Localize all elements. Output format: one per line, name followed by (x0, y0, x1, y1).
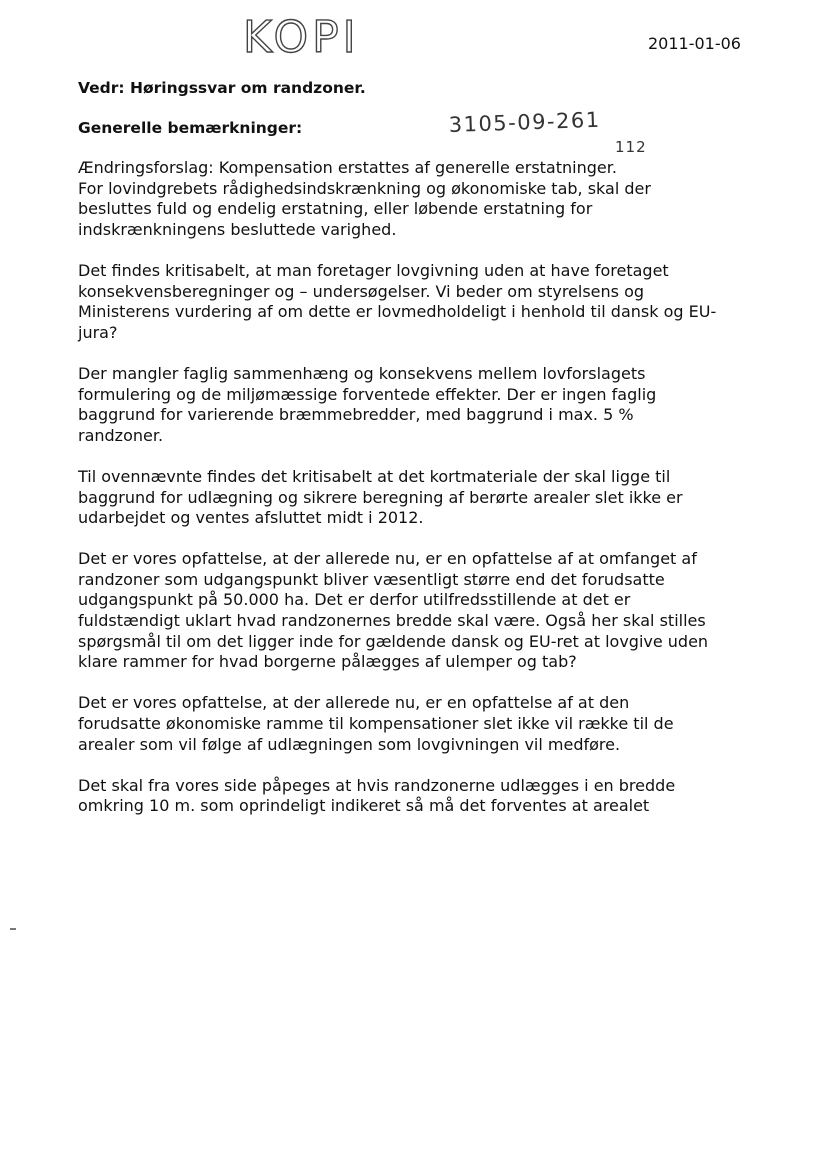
paragraph (78, 549, 768, 673)
paragraph-line: forudsatte økonomiske ramme til kompensationer slet ikke vil række til de (78, 714, 674, 734)
letter-date: 2011-01-06 (648, 34, 741, 53)
paragraph-line: jura? (78, 322, 118, 342)
scan-speck (10, 928, 16, 930)
paragraph-line: Det er vores opfattelse, at der allerede nu, er en opfattelse af at den (78, 693, 630, 713)
paragraph-line: indskrænkningens besluttede varighed. (78, 219, 397, 239)
paragraph-line: Det findes kritisabelt, at man foretager lovgivning uden at have foretaget (78, 260, 669, 280)
paragraph-line: arealer som vil følge af udlægningen som lovgivningen vil medføre. (78, 734, 621, 754)
paragraph-line: Det skal fra vores side påpeges at hvis randzonerne udlægges i en bredde (78, 775, 676, 795)
paragraph-line: fuldstændigt uklart hvad randzonernes bredde skal være. Også her skal stilles (78, 611, 706, 631)
paragraph-line: baggrund for udlægning og sikrere beregning af berørte arealer slet ikke er (78, 487, 683, 507)
paragraph (78, 261, 768, 343)
letter-body (78, 158, 768, 838)
paragraph-line: besluttes fuld og endelig erstatning, eller løbende erstatning for (78, 199, 593, 219)
paragraph (78, 158, 768, 240)
paragraph-line: formulering og de miljømæssige forventede effekter. Der er ingen faglig (78, 384, 657, 404)
paragraph-line: konsekvensberegninger og – undersøgelser. Vi beder om styrelsens og (78, 281, 645, 301)
paragraph-line: klare rammer for hvad borgerne pålægges af ulemper og tab? (78, 652, 577, 672)
paragraph-line: Det er vores opfattelse, at der allerede nu, er en opfattelse af at omfanget af (78, 549, 697, 569)
paragraph-line: randzoner. (78, 425, 164, 445)
paragraph-line: Ministerens vurdering af om dette er lovmedholdeligt i henhold til dansk og EU- (78, 302, 717, 322)
paragraph (78, 776, 768, 817)
paragraph-line: Ændringsforslag: Kompensation erstattes af generelle erstatninger. (78, 158, 617, 177)
paragraph-line: For lovindgrebets rådighedsindskrænkning og økonomiske tab, skal der (78, 178, 651, 198)
kopi-stamp: KOPI (243, 12, 360, 63)
paragraph-line: udarbejdet og ventes afsluttet midt i 2012. (78, 508, 424, 528)
paragraph-line: randzoner som udgangspunkt bliver væsentligt større end det forudsatte (78, 569, 665, 589)
paragraph (78, 467, 768, 529)
paragraph (78, 693, 768, 755)
paragraph-line: spørgsmål til om det ligger inde for gældende dansk og EU-ret at lovgive uden (78, 631, 709, 651)
paragraph-line: udgangspunkt på 50.000 ha. Det er derfor utilfredsstillende at det er (78, 590, 631, 610)
paragraph-line: baggrund for varierende bræmmebredder, med baggrund i max. 5 % (78, 405, 634, 425)
paragraph-line: omkring 10 m. som oprindeligt indikeret så må det forventes at arealet (78, 796, 650, 816)
subject-line: Vedr: Høringssvar om randzoner. (78, 79, 366, 97)
section-heading: Generelle bemærkninger: (78, 119, 303, 137)
handwritten-reference-suffix: 112 (615, 138, 647, 156)
handwritten-reference-number: 3105-09-261 (448, 108, 601, 137)
paragraph-line: Der mangler faglig sammenhæng og konsekvens mellem lovforslagets (78, 363, 646, 383)
paragraph-line: Til ovennævnte findes det kritisabelt at det kortmateriale der skal ligge til (78, 466, 671, 486)
paragraph (78, 364, 768, 446)
